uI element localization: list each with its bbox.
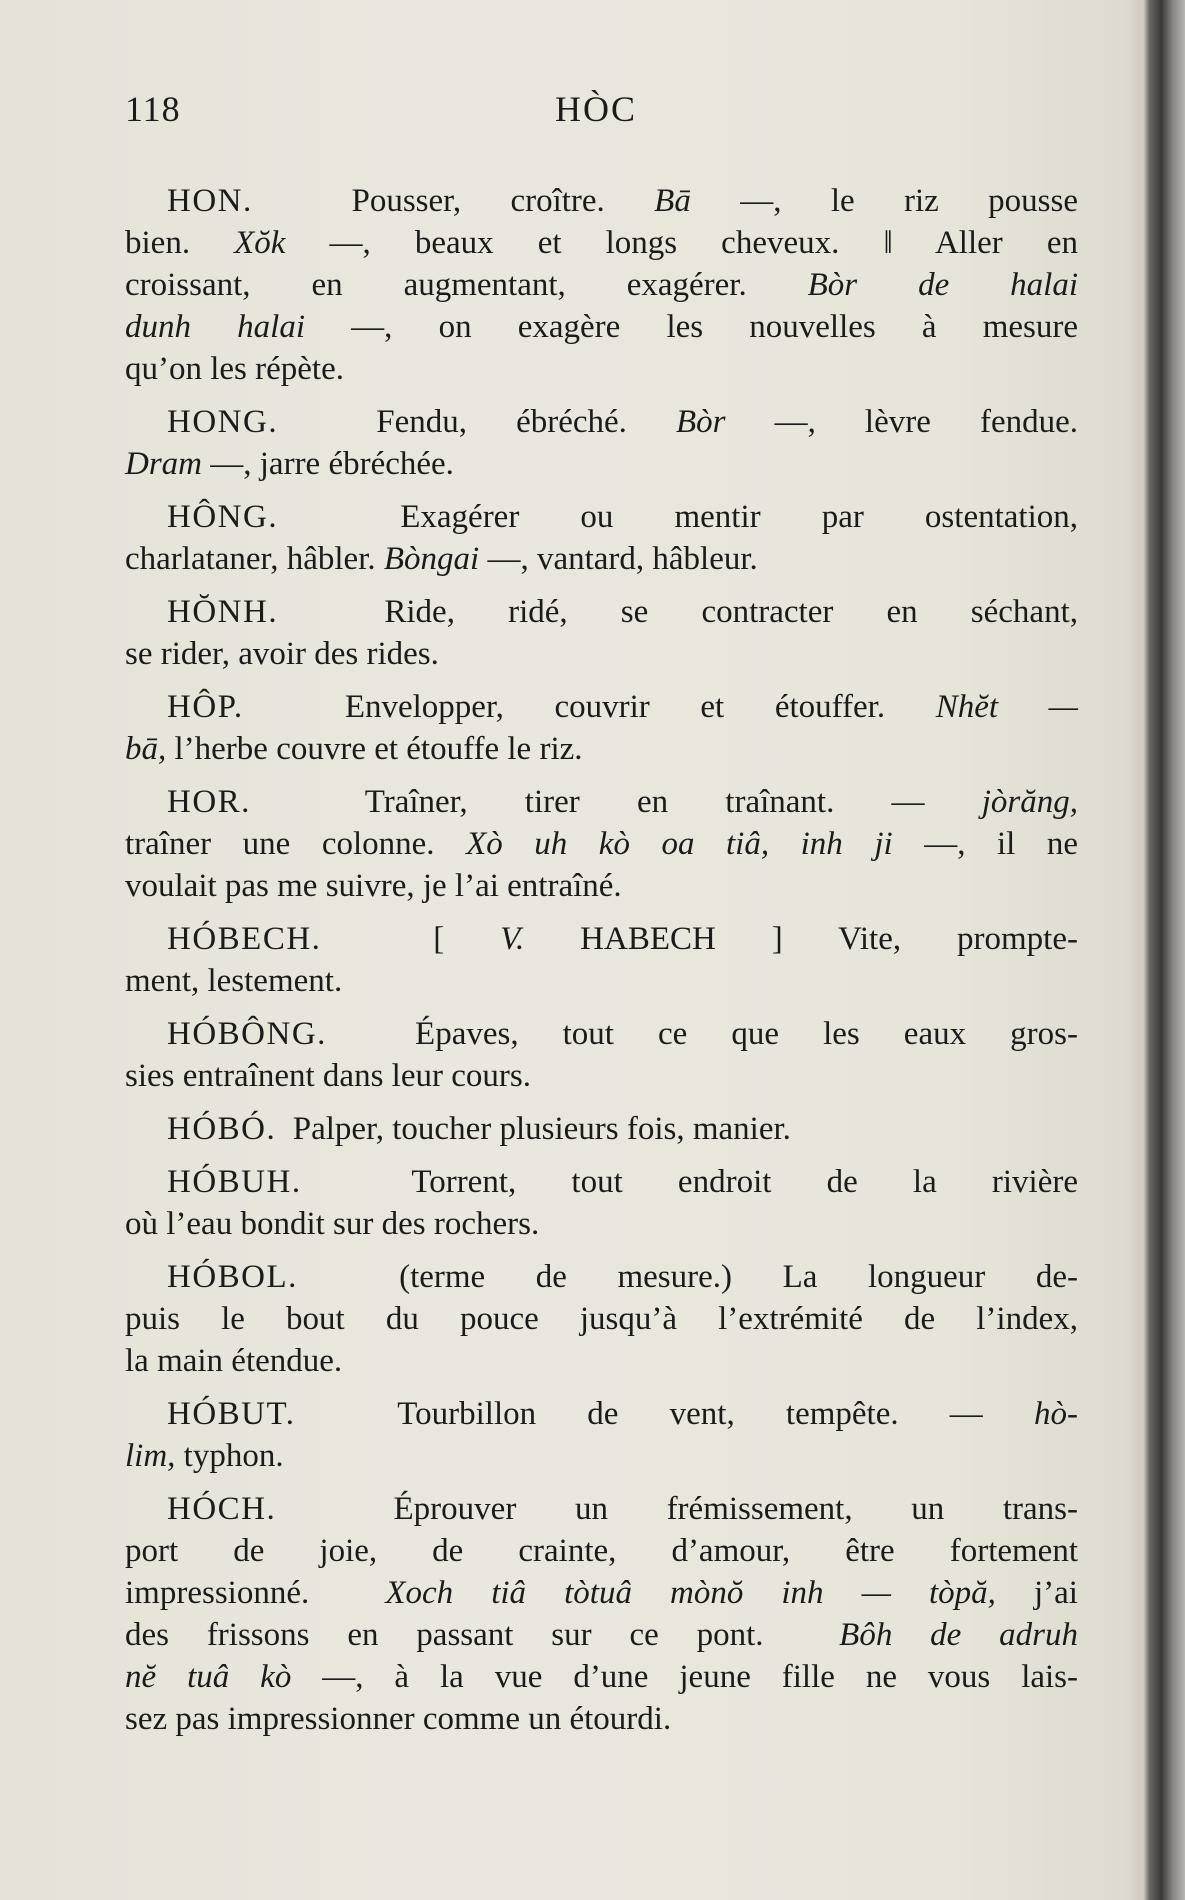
definition-text: qu’on les répète.	[125, 351, 344, 387]
text-line	[125, 180, 1078, 222]
headword: HÔNG.	[167, 499, 279, 535]
text-line	[125, 496, 1078, 538]
bahnar-example: V.	[500, 921, 525, 957]
text-line	[125, 823, 1078, 865]
dictionary-entry	[125, 401, 1078, 485]
text-line	[125, 1698, 1078, 1740]
bahnar-example: Bôh de adruh	[839, 1617, 1078, 1653]
text-line	[125, 538, 1078, 580]
text-line	[125, 960, 1078, 1002]
text-line	[125, 781, 1078, 823]
definition-text: Épaves, tout ce que les eaux gros-	[326, 1016, 1078, 1052]
bahnar-example: nĕ tuâ kò	[125, 1659, 292, 1695]
text-line	[125, 1530, 1078, 1572]
definition-text: bien.	[125, 225, 235, 261]
definition-text: ment, lestement.	[125, 963, 343, 999]
headword: HÓBOL.	[167, 1259, 298, 1295]
text-line	[125, 1488, 1078, 1530]
dictionary-entry	[125, 591, 1078, 675]
text-line	[125, 1013, 1078, 1055]
definition-text: —, beaux et longs cheveux. ‖ Aller en	[285, 225, 1078, 261]
definition-text: Palper, toucher plusieurs fois, manier.	[276, 1111, 791, 1147]
definition-text: (terme de mesure.) La longueur de-	[297, 1259, 1078, 1295]
definition-text: Torrent, tout endroit de la rivière	[301, 1164, 1078, 1200]
text-line	[125, 1108, 1078, 1150]
definition-text: traîner une colonne.	[125, 826, 467, 862]
headword: HOR.	[167, 784, 251, 820]
definition-text: puis le bout du pouce jusqu’à l’extrémité de l’index,	[125, 1301, 1078, 1337]
text-line	[125, 633, 1078, 675]
definition-text: Envelopper, couvrir et étouffer.	[243, 689, 936, 725]
text-line	[125, 264, 1078, 306]
definition-text: Ride, ridé, se contracter en séchant,	[278, 594, 1078, 630]
bahnar-example: jòrăng,	[981, 784, 1078, 820]
bahnar-example: Bòr de halai	[807, 267, 1078, 303]
bahnar-example: Xò uh kò oa tiâ, inh ji	[466, 826, 893, 862]
text-line	[125, 865, 1078, 907]
definition-text: Traîner, tirer en traînant. —	[250, 784, 982, 820]
headword: HÓBUT.	[167, 1396, 296, 1432]
dictionary-entry	[125, 180, 1078, 390]
headword: HÓBECH.	[167, 921, 322, 957]
text-line	[125, 1298, 1078, 1340]
bahnar-example: bā,	[125, 731, 167, 767]
text-line	[125, 1203, 1078, 1245]
definition-text: se rider, avoir des rides.	[125, 636, 439, 672]
dictionary-entry	[125, 1161, 1078, 1245]
bahnar-example: hò-	[1034, 1396, 1078, 1432]
headword: HON.	[167, 183, 253, 219]
definition-text: HABECH ] Vite, prompte-	[524, 921, 1078, 957]
text-line	[125, 686, 1078, 728]
headword: HÓCH.	[167, 1491, 277, 1527]
headword: HONG.	[167, 404, 279, 440]
text-line	[125, 401, 1078, 443]
page-header	[0, 88, 1185, 138]
headword: HŎNH.	[167, 594, 279, 630]
bahnar-example: Bā	[654, 183, 691, 219]
dictionary-entry	[125, 686, 1078, 770]
definition-text: sez pas impressionner comme un étourdi.	[125, 1701, 672, 1737]
bahnar-example: Nhĕt —	[935, 689, 1078, 725]
bahnar-example: dunh halai	[125, 309, 305, 345]
dictionary-entry	[125, 1013, 1078, 1097]
headword: HÓBÓ.	[167, 1111, 277, 1147]
definition-text: —, à la vue d’une jeune fille ne vous lais-	[291, 1659, 1079, 1695]
text-line	[125, 306, 1078, 348]
definition-text: Exagérer ou mentir par ostentation,	[278, 499, 1078, 535]
definition-text: croissant, en augmentant, exagérer.	[125, 267, 808, 303]
page-number: 118	[125, 89, 181, 129]
dictionary-entry	[125, 1256, 1078, 1382]
definition-text: l’herbe couvre et étouffe le riz.	[166, 731, 583, 767]
definition-text: [	[321, 921, 501, 957]
definition-text: —, il ne	[892, 826, 1079, 862]
definition-text: port de joie, de crainte, d’amour, être fortement	[125, 1533, 1078, 1569]
dictionary-entry	[125, 1393, 1078, 1477]
definition-text: Tourbillon de vent, tempête. —	[295, 1396, 1034, 1432]
text-line	[125, 443, 1078, 485]
dictionary-entry	[125, 781, 1078, 907]
bahnar-example: Dram	[125, 446, 203, 482]
text-line	[125, 1393, 1078, 1435]
definition-text: j’ai	[995, 1575, 1078, 1611]
definition-text: Fendu, ébréché.	[278, 404, 676, 440]
definition-text: où l’eau bondit sur des rochers.	[125, 1206, 540, 1242]
definition-text: voulait pas me suivre, je l’ai entraîné.	[125, 868, 622, 904]
definition-text: —, lèvre fendue.	[725, 404, 1078, 440]
definition-text: —, le riz pousse	[690, 183, 1078, 219]
dictionary-entry	[125, 1108, 1078, 1150]
definition-text: la main étendue.	[125, 1343, 343, 1379]
dictionary-entry	[125, 496, 1078, 580]
text-line	[125, 348, 1078, 390]
headword: HÓBUH.	[167, 1164, 302, 1200]
running-head: HÒC	[555, 89, 638, 129]
definition-text: charlataner, hâbler.	[125, 541, 384, 577]
text-line	[125, 728, 1078, 770]
text-line	[125, 1435, 1078, 1477]
headword: HÔP.	[167, 689, 244, 725]
definition-text: —, on exagère les nouvelles à mesure	[305, 309, 1078, 345]
definition-text: Pousser, croître.	[252, 183, 655, 219]
definition-text: —, vantard, hâbleur.	[479, 541, 758, 577]
bahnar-example: Xŏk	[234, 225, 286, 261]
text-line	[125, 1572, 1078, 1614]
dictionary-entry	[125, 918, 1078, 1002]
text-line	[125, 1256, 1078, 1298]
definition-text: typhon.	[175, 1438, 284, 1474]
bahnar-example: lim,	[125, 1438, 176, 1474]
text-line	[125, 1614, 1078, 1656]
definition-text: —, jarre ébréchée.	[202, 446, 454, 482]
definition-text: des frissons en passant sur ce pont.	[125, 1617, 840, 1653]
dictionary-entry	[125, 1488, 1078, 1740]
text-line	[125, 918, 1078, 960]
text-line	[125, 591, 1078, 633]
bahnar-example: Bòr	[676, 404, 726, 440]
text-line	[125, 1161, 1078, 1203]
text-line	[125, 1055, 1078, 1097]
headword: HÓBÔNG.	[167, 1016, 327, 1052]
definition-text: sies entraînent dans leur cours.	[125, 1058, 531, 1094]
bahnar-example: Bòngai	[383, 541, 480, 577]
definition-text: Éprouver un frémissement, un trans-	[276, 1491, 1078, 1527]
dictionary-text	[125, 180, 1078, 1751]
text-line	[125, 1656, 1078, 1698]
text-line	[125, 222, 1078, 264]
text-line	[125, 1340, 1078, 1382]
bahnar-example: Xoch tiâ tòtuâ mònŏ inh — tòpă,	[385, 1575, 996, 1611]
definition-text: impressionné.	[125, 1575, 386, 1611]
